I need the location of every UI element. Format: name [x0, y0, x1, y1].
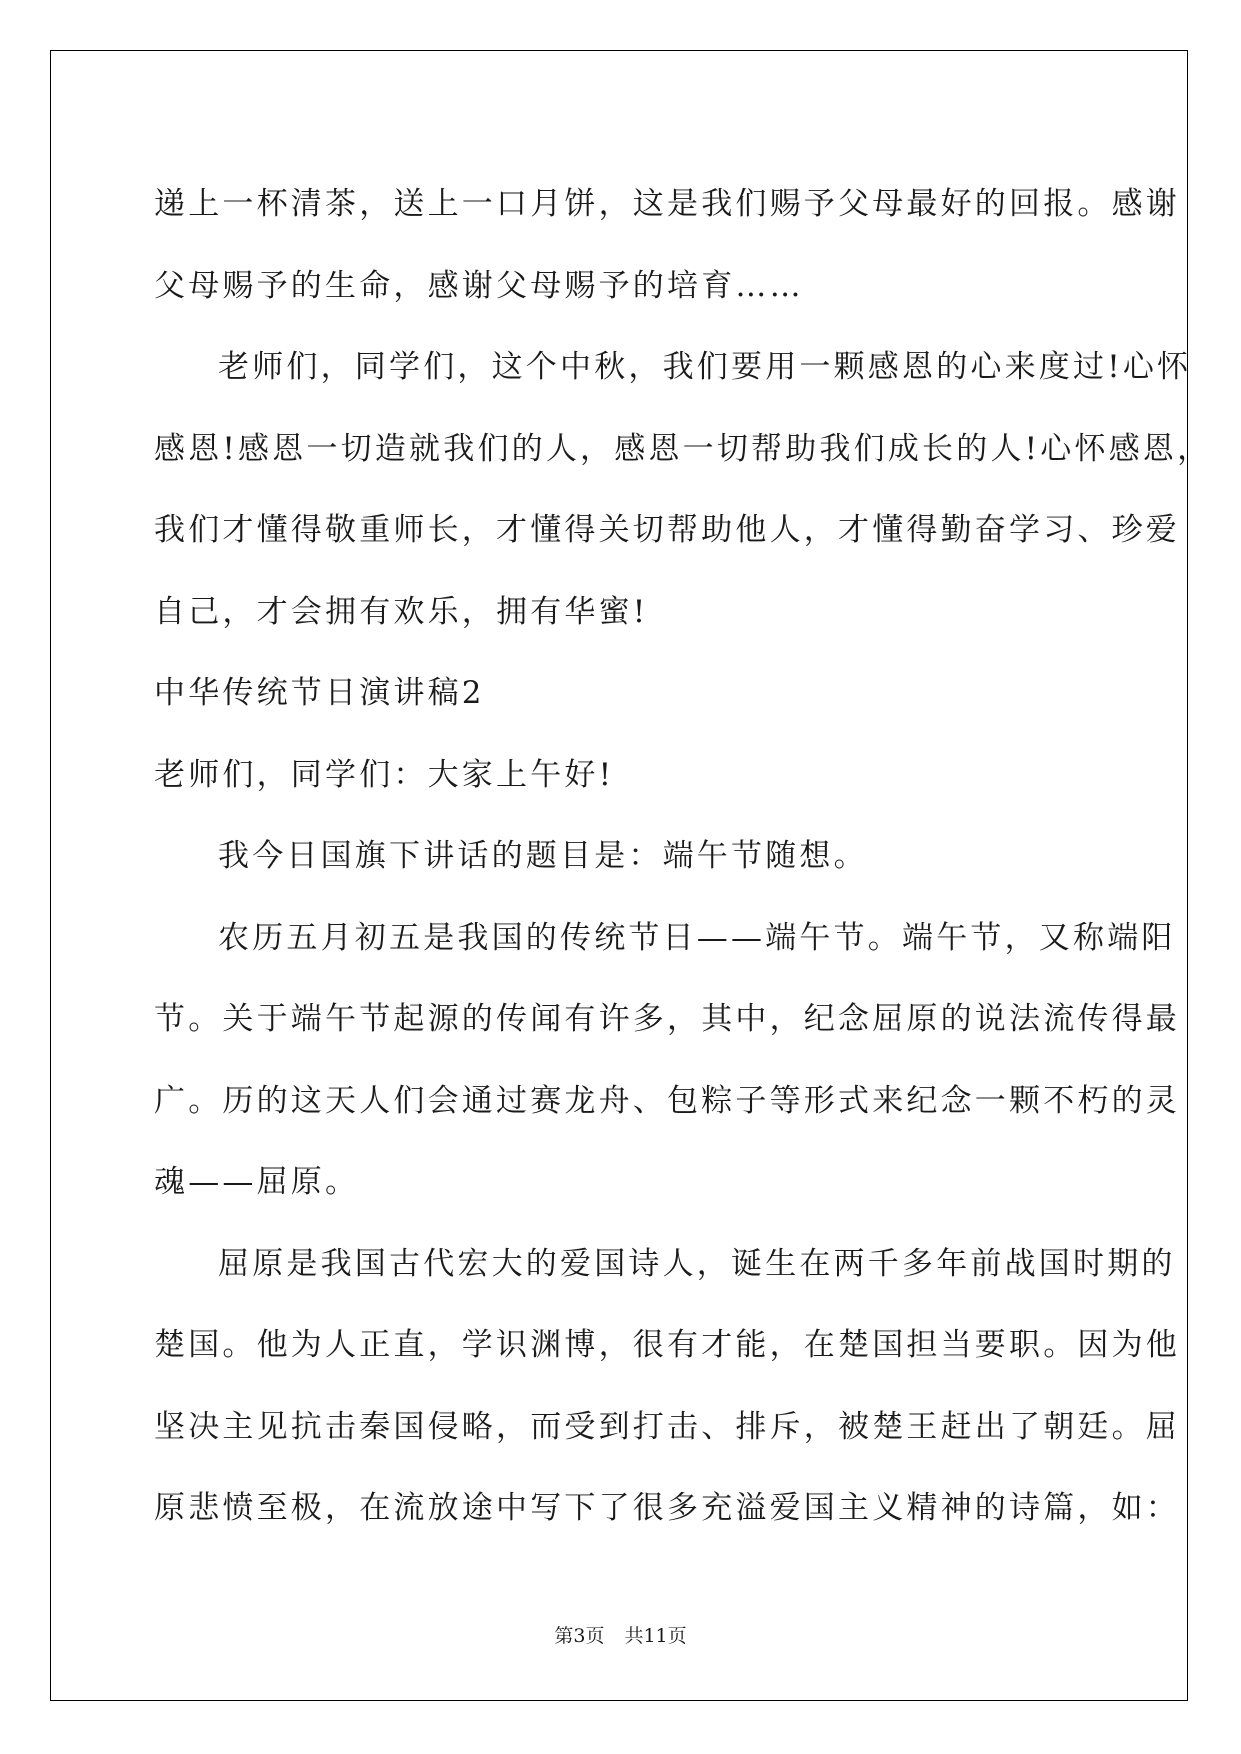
document-body — [154, 164, 1212, 1550]
text-line: 我们才懂得敬重师长，才懂得关切帮助他人，才懂得勤奋学习、珍爱 — [154, 512, 1180, 548]
salutation: 老师们，同学们：大家上午好! — [154, 756, 615, 793]
text-line: 楚国。他为人正直，学识渊博，很有才能，在楚国担当要职。因为他 — [154, 1327, 1180, 1363]
section-heading: 中华传统节日演讲稿2 — [154, 675, 485, 711]
text-line: 节。关于端午节起源的传闻有许多，其中，纪念屈原的说法流传得最 — [154, 1001, 1180, 1037]
text-line: 魂——屈原。 — [154, 1164, 360, 1200]
text-line: 坚决主见抗击秦国侵略，而受到打击、排斥，被楚王赶出了朝廷。屈 — [154, 1408, 1180, 1445]
text-line: 农历五月初五是我国的传统节日——端午节。端午节，又称端阳 — [218, 919, 1176, 956]
text-line: 递上一杯清茶，送上一口月饼，这是我们赐予父母最好的回报。感谢 — [154, 186, 1180, 222]
text-line: 自己，才会拥有欢乐，拥有华蜜! — [154, 593, 649, 630]
text-line: 父母赐予的生命，感谢父母赐予的培育…… — [154, 267, 804, 304]
page-number: 第3页 — [554, 1625, 605, 1647]
text-line: 感恩!感恩一切造就我们的人，感恩一切帮助我们成长的人!心怀感恩， — [154, 430, 1212, 467]
text-line: 老师们，同学们，这个中秋，我们要用一颗感恩的心来度过!心怀 — [218, 349, 1192, 385]
text-line: 原悲愤至极，在流放途中写下了很多充溢爱国主义精神的诗篇，如： — [154, 1490, 1180, 1526]
page-total: 共11页 — [624, 1625, 687, 1647]
text-line: 屈原是我国古代宏大的爱国诗人，诞生在两千多年前战国时期的 — [218, 1245, 1176, 1282]
page-footer — [0, 1622, 1241, 1650]
text-line: 我今日国旗下讲话的题目是：端午节随想。 — [218, 838, 868, 874]
text-line: 广。历的这天人们会通过赛龙舟、包粽子等形式来纪念一颗不朽的灵 — [154, 1082, 1180, 1119]
